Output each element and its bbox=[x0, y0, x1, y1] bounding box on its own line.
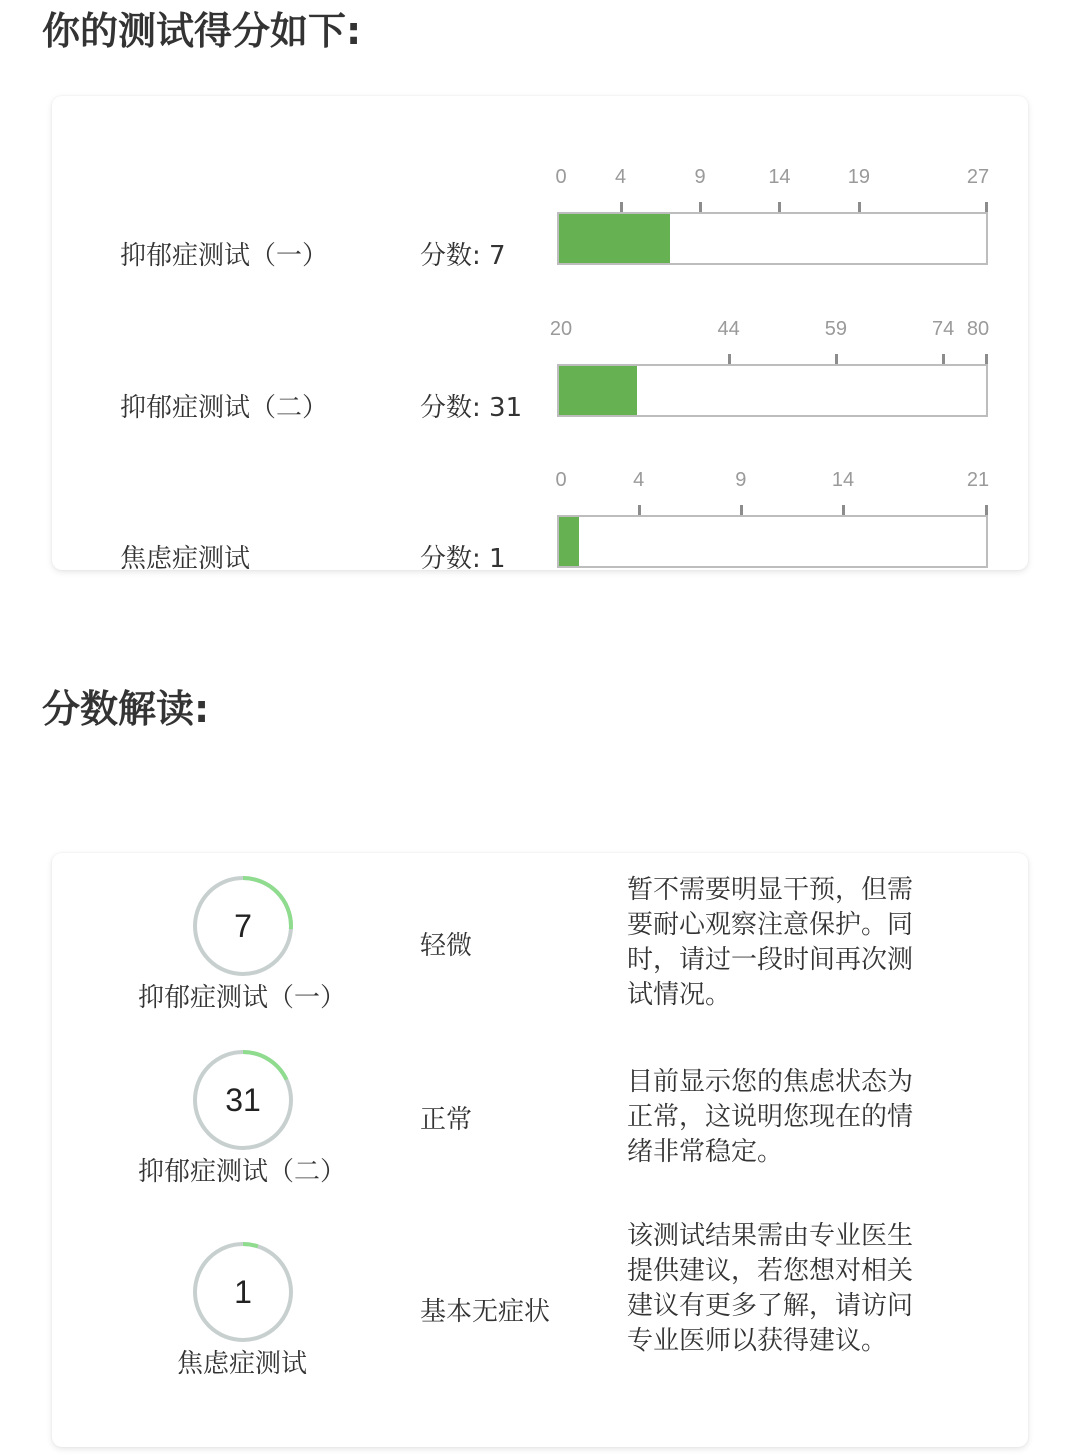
tick-mark bbox=[858, 202, 861, 212]
tick-label: 74 bbox=[931, 318, 955, 340]
severity-level: 轻微 bbox=[420, 931, 473, 961]
interpretation-card bbox=[52, 853, 1028, 1447]
ring-caption: 焦虑症测试 bbox=[176, 1349, 308, 1379]
severity-level: 基本无症状 bbox=[420, 1297, 551, 1327]
severity-level: 正常 bbox=[420, 1105, 473, 1135]
ring-value: 7 bbox=[234, 908, 252, 944]
tick-label: 44 bbox=[717, 318, 740, 340]
score-bar-fill bbox=[559, 366, 637, 415]
ring-caption: 抑郁症测试（二） bbox=[137, 1157, 347, 1187]
score-bar-track bbox=[557, 364, 988, 417]
tick-label: 4 bbox=[633, 469, 645, 491]
tick-mark bbox=[740, 505, 743, 515]
tick-label: 14 bbox=[768, 166, 791, 188]
tick-label: 14 bbox=[831, 469, 855, 491]
score-scale bbox=[557, 469, 988, 589]
tick-label: 19 bbox=[847, 166, 870, 188]
tick-label: 20 bbox=[549, 318, 573, 340]
advice-text: 目前显示您的焦虑状态为正常，这说明您现在的情绪非常稳定。 bbox=[627, 1067, 914, 1167]
tick-mark bbox=[728, 354, 731, 364]
test-name: 焦虑症测试 bbox=[120, 544, 251, 574]
score-bar-track bbox=[557, 515, 988, 568]
score-text: 分数: 7 bbox=[420, 241, 506, 271]
ring-value: 31 bbox=[225, 1082, 261, 1118]
tick-label: 0 bbox=[555, 469, 567, 491]
tick-label: 9 bbox=[735, 469, 747, 491]
tick-mark bbox=[620, 202, 623, 212]
tick-mark bbox=[638, 505, 641, 515]
ring-value: 1 bbox=[234, 1274, 252, 1310]
score-ring bbox=[192, 1049, 294, 1151]
tick-mark bbox=[699, 202, 702, 212]
tick-label: 4 bbox=[614, 166, 627, 188]
scores-card bbox=[52, 96, 1028, 574]
tick-mark bbox=[778, 202, 781, 212]
score-ring bbox=[192, 875, 294, 977]
tick-mark bbox=[942, 354, 945, 364]
tick-label: 27 bbox=[966, 166, 990, 188]
test-name: 抑郁症测试（一） bbox=[120, 241, 329, 271]
advice-text: 该测试结果需由专业医生提供建议，若您想对相关建议有更多了解，请访问专业医师以获得建议。 bbox=[627, 1221, 914, 1356]
tick-label: 9 bbox=[694, 166, 706, 188]
tick-mark bbox=[985, 505, 988, 515]
ring-caption: 抑郁症测试（一） bbox=[137, 983, 347, 1013]
tick-label: 21 bbox=[966, 469, 990, 491]
score-row bbox=[52, 166, 1028, 286]
score-text: 分数: 1 bbox=[420, 544, 506, 574]
tick-mark bbox=[985, 202, 988, 212]
score-ring bbox=[192, 1241, 294, 1343]
score-scale bbox=[557, 166, 988, 286]
interpretation-section-title: 分数解读: bbox=[42, 687, 210, 731]
score-text: 分数: 31 bbox=[420, 393, 523, 423]
scores-section-title: 你的测试得分如下: bbox=[42, 9, 362, 53]
score-bar-track bbox=[557, 212, 988, 265]
tick-label: 59 bbox=[824, 318, 847, 340]
score-bar-fill bbox=[559, 214, 670, 263]
tick-mark bbox=[835, 354, 838, 364]
tick-mark bbox=[985, 354, 988, 364]
advice-text: 暂不需要明显干预，但需要耐心观察注意保护。同时，请过一段时间再次测试情况。 bbox=[627, 875, 914, 1010]
test-name: 抑郁症测试（二） bbox=[120, 393, 329, 423]
tick-label: 0 bbox=[555, 166, 567, 188]
tick-label: 80 bbox=[966, 318, 990, 340]
tick-mark bbox=[842, 505, 845, 515]
score-row bbox=[52, 469, 1028, 589]
score-row bbox=[52, 318, 1028, 438]
score-bar-fill bbox=[559, 517, 579, 566]
score-scale bbox=[549, 318, 990, 438]
